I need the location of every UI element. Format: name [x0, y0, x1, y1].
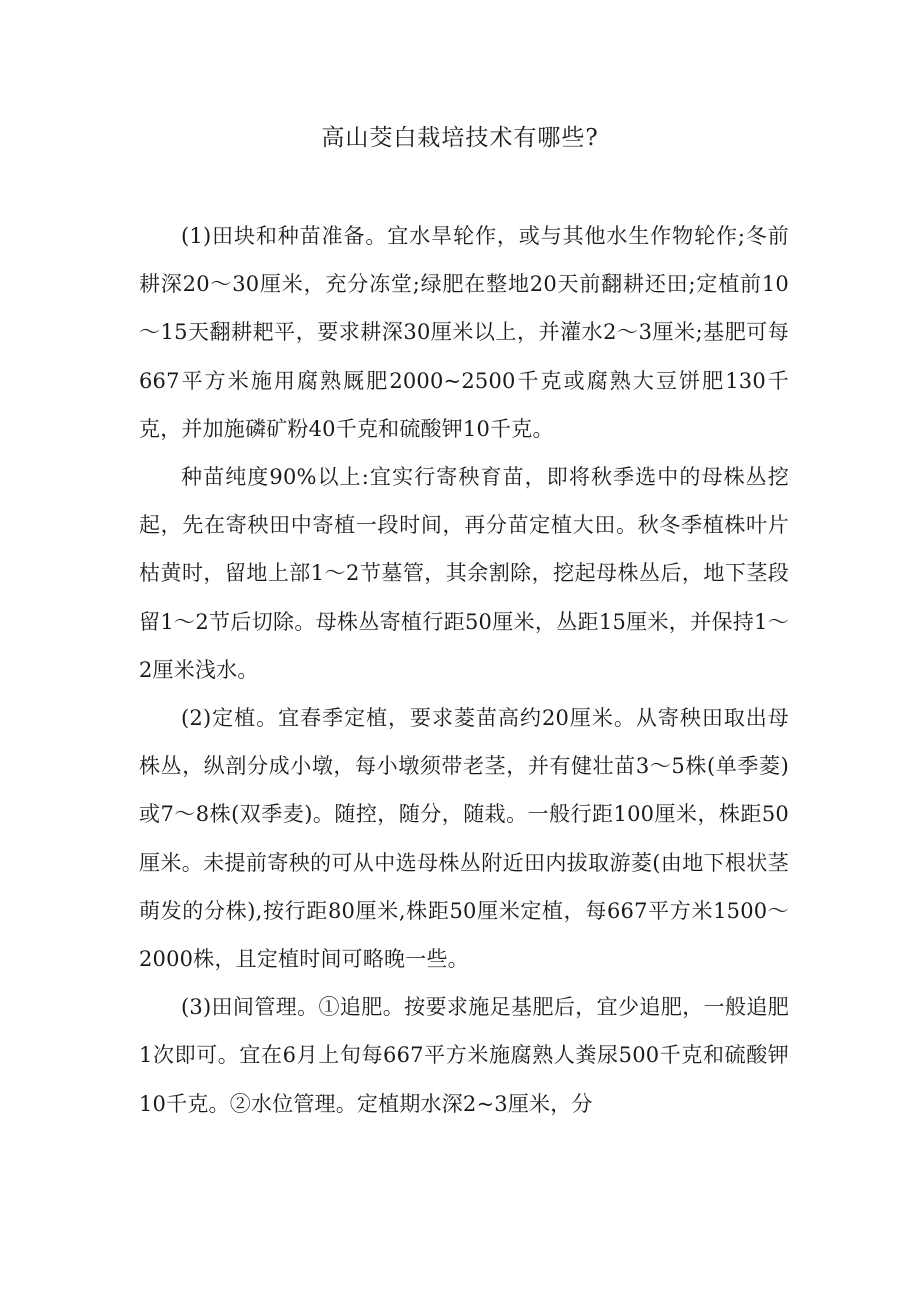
- document-body: [139, 212, 789, 1128]
- paragraph-seedling-purity: 种苗纯度90%以上:宜实行寄秧育苗，即将秋季选中的母株丛挖起，先在寄秧田中寄植一段时间，再分苗定植大田。秋冬季植株叶片枯黄时，留地上部1～2节墓管，其余割除，挖起母株丛后，地下茎段留1～2节后切除。母株丛寄植行距50厘米，丛距15厘米，并保持1～2厘米浅水。: [139, 465, 789, 682]
- paragraph-field-seedling-prep: (1)田块和种苗准备。宜水旱轮作，或与其他水生作物轮作;冬前耕深20～30厘米，充分冻堂;绿肥在整地20天前翻耕还田;定植前10～15天翻耕耙平，要求耕深30厘米以上，并灌水2～3厘米;基肥可每667平方米施用腐熟厩肥2000~2500千克或腐熟大豆饼肥130千克，并加施磷矿粉40千克和硫酸钾10千克。: [139, 224, 789, 441]
- document-title: 高山茭白栽培技术有哪些?: [321, 125, 599, 151]
- paragraph-field-management: (3)田间管理。①追肥。按要求施足基肥后，宜少追肥，一般追肥1次即可。宜在6月上旬每667平方米施腐熟人粪尿500千克和硫酸钾10千克。②水位管理。定植期水深2~3厘米，分: [139, 995, 789, 1116]
- paragraph-transplanting: (2)定植。宜春季定植，要求菱苗高约20厘米。从寄秧田取出母株丛，纵剖分成小墩，每小墩须带老茎，并有健壮苗3～5株(单季菱)或7～8株(双季麦)。随控，随分，随栽。一般行距100厘米，株距50厘米。未提前寄秧的可从中选母株丛附近田内拔取游菱(由地下根状茎萌发的分株),按行距80厘米,株距50厘米定植，每667平方米1500～2000株，且定植时间可略晚一些。: [139, 706, 789, 972]
